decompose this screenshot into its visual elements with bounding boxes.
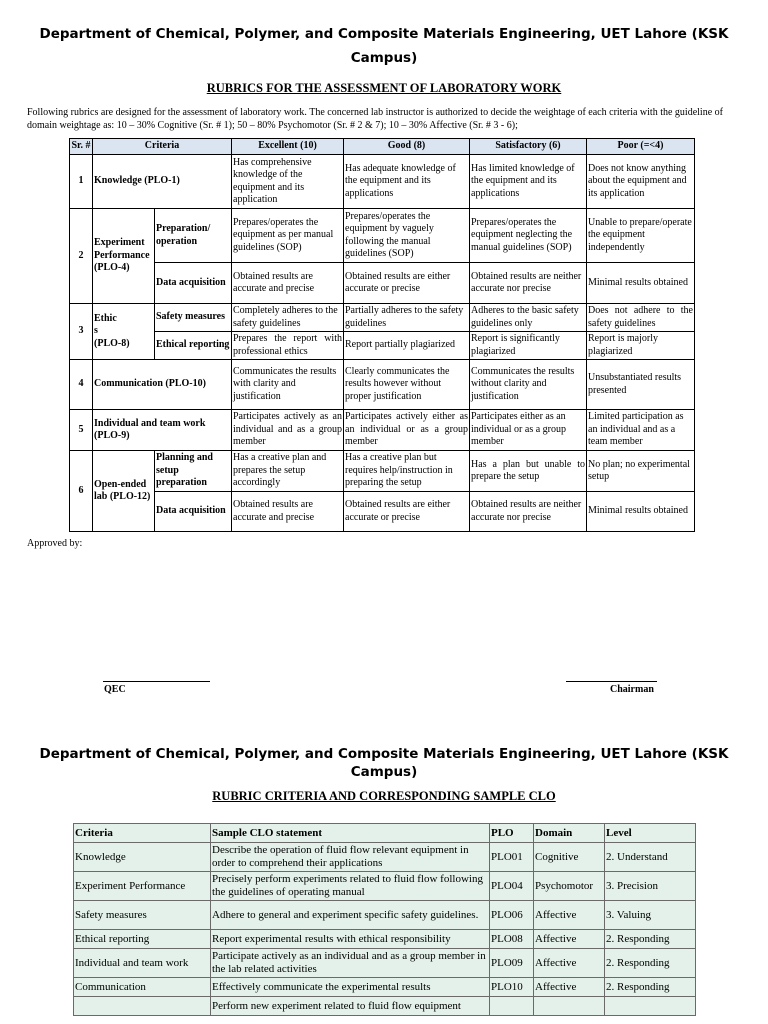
chairman-signature-label: Chairman xyxy=(610,684,654,695)
criteria-cell: Open-ended lab (PLO-12) xyxy=(93,451,155,532)
sub-criteria-cell: Preparation/ operation xyxy=(155,209,232,263)
criteria-cell: Communication xyxy=(74,978,211,997)
level-cell: 2. Responding xyxy=(605,930,696,949)
criteria-cell xyxy=(93,304,155,360)
department-heading: Department of Chemical, Polymer, and Composite Materials Engineering, UET Lahore (KSK Campus) xyxy=(39,26,729,66)
chairman-signature-line xyxy=(566,681,657,682)
poor-cell: Minimal results obtained xyxy=(587,263,695,304)
criteria-cell: Safety measures xyxy=(74,901,211,930)
intro-paragraph: Following rubrics are designed for the assessment of laboratory work. The concerned lab instructor is authorized to decide the weightage of each criteria with the guideline of domain weightage as: 10 – 30% Cognitive (Sr. # 1); 50 – 80% Psychomotor (Sr. # 2 & 7); 10 – 30% Affective (Sr. # 3 - 6); xyxy=(27,107,723,131)
criteria-line: (PLO-8) xyxy=(94,337,130,349)
domain-cell: Cognitive xyxy=(534,843,605,872)
satisfactory-cell: Obtained results are neither accurate nor precise xyxy=(470,492,587,532)
header-domain: Domain xyxy=(534,824,605,843)
criteria-cell: Experiment Performance (PLO-4) xyxy=(93,209,155,304)
good-cell: Clearly communicates the results however without proper justification xyxy=(344,360,470,410)
header-satisfactory: Satisfactory (6) xyxy=(470,139,587,155)
statement-cell: Participate actively as an individual and as a group member in the lab related activities xyxy=(211,949,490,978)
good-cell: Obtained results are either accurate or precise xyxy=(344,263,470,304)
level-cell: 2. Understand xyxy=(605,843,696,872)
table-row xyxy=(70,360,695,410)
good-cell: Obtained results are either accurate or precise xyxy=(344,492,470,532)
clo-title: RUBRIC CRITERIA AND CORRESPONDING SAMPLE CLO xyxy=(212,789,556,803)
table-row xyxy=(74,872,696,901)
poor-cell: Unable to prepare/operate the equipment independently xyxy=(587,209,695,263)
table-row xyxy=(74,843,696,872)
header-plo: PLO xyxy=(490,824,534,843)
sr-number: 3 xyxy=(70,304,93,360)
table-row xyxy=(74,997,696,1016)
excellent-cell: Has comprehensive knowledge of the equipment and its application xyxy=(232,155,344,209)
satisfactory-cell: Participates either as an individual or as a group member xyxy=(470,410,587,451)
criteria-cell: Individual and team work xyxy=(74,949,211,978)
plo-cell: PLO10 xyxy=(490,978,534,997)
level-cell: 2. Responding xyxy=(605,949,696,978)
clo-header-row xyxy=(74,824,696,843)
plo-cell: PLO04 xyxy=(490,872,534,901)
sr-number: 4 xyxy=(70,360,93,410)
criteria-cell: Communication (PLO-10) xyxy=(93,360,232,410)
poor-cell: Does not know anything about the equipment and its application xyxy=(587,155,695,209)
domain-cell: Affective xyxy=(534,930,605,949)
table-row xyxy=(70,304,695,332)
header-sr: Sr. # xyxy=(70,139,93,155)
excellent-cell: Participates actively as an individual and as a group member xyxy=(232,410,344,451)
poor-cell: Minimal results obtained xyxy=(587,492,695,532)
criteria-cell: Experiment Performance xyxy=(74,872,211,901)
sr-number: 6 xyxy=(70,451,93,532)
statement-cell: Describe the operation of fluid flow relevant equipment in order to comprehend their applications xyxy=(211,843,490,872)
plo-cell: PLO06 xyxy=(490,901,534,930)
table-row xyxy=(70,451,695,492)
table-row xyxy=(70,410,695,451)
plo-cell: PLO08 xyxy=(490,930,534,949)
criteria-cell: Individual and team work (PLO-9) xyxy=(93,410,232,451)
rubrics-table xyxy=(69,138,695,532)
satisfactory-cell: Has a plan but unable to prepare the setup xyxy=(470,451,587,492)
level-cell: 3. Precision xyxy=(605,872,696,901)
satisfactory-cell: Prepares/operates the equipment neglecting the manual guidelines (SOP) xyxy=(470,209,587,263)
domain-cell xyxy=(534,997,605,1016)
header-good: Good (8) xyxy=(344,139,470,155)
statement-cell: Precisely perform experiments related to fluid flow following the guidelines of operating manual xyxy=(211,872,490,901)
good-cell: Participates actively either as an individual or as a group member xyxy=(344,410,470,451)
sub-criteria-cell: Data acquisition xyxy=(155,492,232,532)
criteria-line: Ethic xyxy=(94,312,117,324)
table-row xyxy=(70,155,695,209)
satisfactory-cell: Has limited knowledge of the equipment and its applications xyxy=(470,155,587,209)
sub-criteria-cell: Planning and setup preparation xyxy=(155,451,232,492)
table-header-row xyxy=(70,139,695,155)
table-row xyxy=(74,978,696,997)
excellent-cell: Completely adheres to the safety guidelines xyxy=(232,304,344,332)
statement-cell: Adhere to general and experiment specific safety guidelines. xyxy=(211,901,490,930)
domain-cell: Affective xyxy=(534,901,605,930)
plo-cell: PLO09 xyxy=(490,949,534,978)
header-excellent: Excellent (10) xyxy=(232,139,344,155)
good-cell: Prepares/operates the equipment by vaguely following the manual guidelines (SOP) xyxy=(344,209,470,263)
poor-cell: Limited participation as an individual and as a team member xyxy=(587,410,695,451)
good-cell: Partially adheres to the safety guidelines xyxy=(344,304,470,332)
domain-cell: Psychomotor xyxy=(534,872,605,901)
satisfactory-cell: Adheres to the basic safety guidelines only xyxy=(470,304,587,332)
table-row xyxy=(70,332,695,360)
header-statement: Sample CLO statement xyxy=(211,824,490,843)
criteria-cell: Knowledge (PLO-1) xyxy=(93,155,232,209)
domain-cell: Affective xyxy=(534,978,605,997)
excellent-cell: Obtained results are accurate and precise xyxy=(232,263,344,304)
sub-criteria-cell: Ethical reporting xyxy=(155,332,232,360)
table-row xyxy=(70,209,695,263)
table-row xyxy=(74,949,696,978)
table-row xyxy=(74,930,696,949)
sr-number: 2 xyxy=(70,209,93,304)
poor-cell: No plan; no experimental setup xyxy=(587,451,695,492)
excellent-cell: Obtained results are accurate and precise xyxy=(232,492,344,532)
statement-cell: Effectively communicate the experimental results xyxy=(211,978,490,997)
sr-number: 5 xyxy=(70,410,93,451)
qec-signature-line xyxy=(103,681,210,682)
rubrics-title: RUBRICS FOR THE ASSESSMENT OF LABORATORY WORK xyxy=(206,81,562,95)
poor-cell: Report is majorly plagiarized xyxy=(587,332,695,360)
statement-cell: Perform new experiment related to fluid flow equipment xyxy=(211,997,490,1016)
header-criteria: Criteria xyxy=(74,824,211,843)
satisfactory-cell: Communicates the results without clarity and justification xyxy=(470,360,587,410)
criteria-cell xyxy=(74,997,211,1016)
domain-cell: Affective xyxy=(534,949,605,978)
qec-signature-label: QEC xyxy=(104,684,126,695)
sub-criteria-cell: Safety measures xyxy=(155,304,232,332)
criteria-cell: Knowledge xyxy=(74,843,211,872)
good-cell: Has adequate knowledge of the equipment and its applications xyxy=(344,155,470,209)
plo-cell: PLO01 xyxy=(490,843,534,872)
plo-cell xyxy=(490,997,534,1016)
clo-table xyxy=(73,823,696,1016)
good-cell: Has a creative plan but requires help/instruction in preparing the setup xyxy=(344,451,470,492)
poor-cell: Unsubstantiated results presented xyxy=(587,360,695,410)
criteria-line: s xyxy=(94,325,98,337)
sr-number: 1 xyxy=(70,155,93,209)
criteria-cell: Ethical reporting xyxy=(74,930,211,949)
good-cell: Report partially plagiarized xyxy=(344,332,470,360)
excellent-cell: Has a creative plan and prepares the setup accordingly xyxy=(232,451,344,492)
table-row xyxy=(70,492,695,532)
level-cell xyxy=(605,997,696,1016)
header-poor: Poor (=<4) xyxy=(587,139,695,155)
excellent-cell: Prepares/operates the equipment as per manual guidelines (SOP) xyxy=(232,209,344,263)
table-row xyxy=(74,901,696,930)
poor-cell: Does not adhere to the safety guidelines xyxy=(587,304,695,332)
excellent-cell: Communicates the results with clarity and justification xyxy=(232,360,344,410)
header-level: Level xyxy=(605,824,696,843)
satisfactory-cell: Report is significantly plagiarized xyxy=(470,332,587,360)
department-heading: Department of Chemical, Polymer, and Composite Materials Engineering, UET Lahore (KSK Campus) xyxy=(39,746,729,780)
level-cell: 3. Valuing xyxy=(605,901,696,930)
sub-criteria-cell: Data acquisition xyxy=(155,263,232,304)
excellent-cell: Prepares the report with professional ethics xyxy=(232,332,344,360)
level-cell: 2. Responding xyxy=(605,978,696,997)
table-row xyxy=(70,263,695,304)
header-criteria: Criteria xyxy=(93,139,232,155)
approved-by-label: Approved by: xyxy=(27,538,83,549)
satisfactory-cell: Obtained results are neither accurate nor precise xyxy=(470,263,587,304)
statement-cell: Report experimental results with ethical responsibility xyxy=(211,930,490,949)
